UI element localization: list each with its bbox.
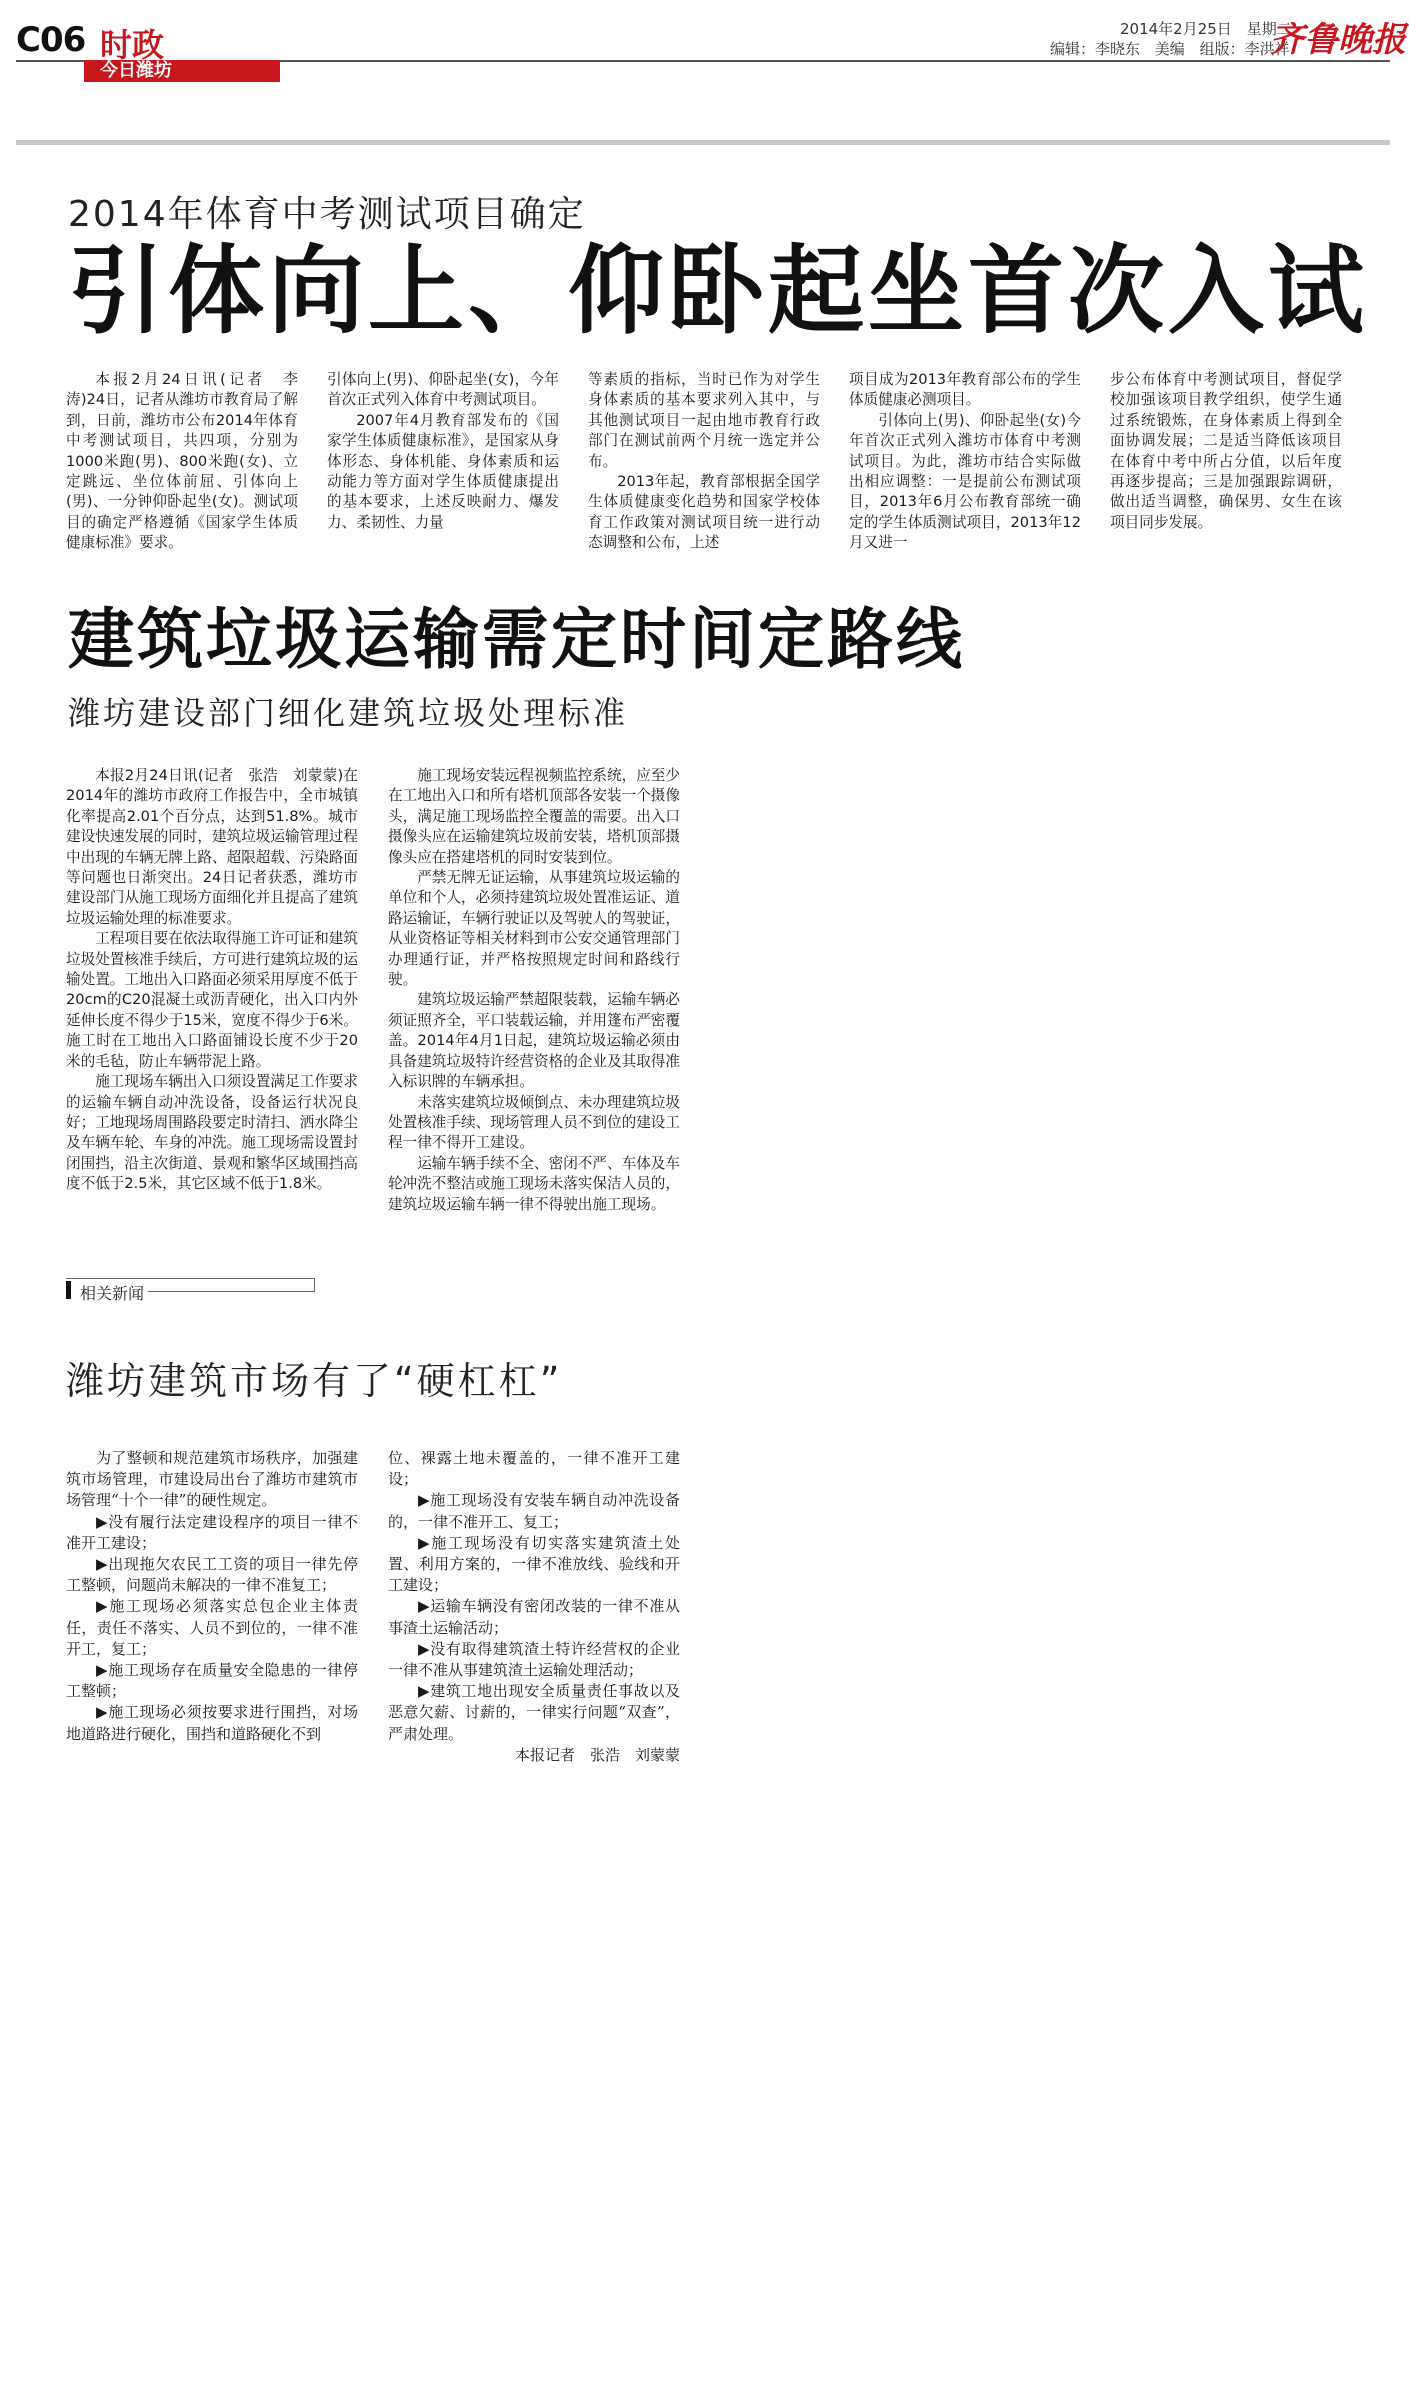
paragraph: 施工现场安装远程视频监控系统，应至少在工地出入口和所有塔机顶部各安装一个摄像头，满足施工现场监控全覆盖的需要。出入口摄像头应在运输建筑垃圾前安装，塔机顶部摄像头应在搭建塔机的同时安装到位。 [388,767,680,866]
list-item: ▶施工现场必须按要求进行围挡，对场地道路进行硬化，围挡和道路硬化不到 [66,1703,358,1743]
article3-column-1 [66,1448,358,1745]
paragraph: 引体向上(男)、仰卧起坐(女)，今年首次正式列入体育中考测试项目。 [327,371,559,409]
paragraph: 等素质的指标，当时已作为对学生身体素质的基本要求列入其中，与其他测试项目一起由地市教育行政部门在测试前两个月统一选定并公布。 [588,371,820,470]
paragraph: 引体向上(男)、仰卧起坐(女)今年首次正式列入潍坊市体育中考测试项目。为此，潍坊市结合实际做出相应调整：一是提前公布测试项目，2013年6月公布教育部统一确定的学生体质测试项目，2013年12月又进一 [849,411,1081,552]
related-news-label: 相关新闻 [66,1281,148,1304]
paragraph: 2007年4月教育部发布的《国家学生体质健康标准》，是国家从身体形态、身体机能、身体素质和运动能力等方面对学生体质健康提出的基本要求，上述反映耐力、爆发力、柔韧性、力量 [327,411,559,531]
paragraph: 施工现场车辆出入口须设置满足工作要求的运输车辆自动冲洗设备，设备运行状况良好；工地现场周围路段要定时清扫、洒水降尘及车辆车轮、车身的冲洗。施工现场需设置封闭围挡，沿主次街道、景观和繁华区域围挡高度不低于2.5米，其它区域不低于1.8米。 [66,1073,358,1193]
paragraph: 严禁无牌无证运输，从事建筑垃圾运输的单位和个人，必须持建筑垃圾处置准运证、道路运输证，车辆行驶证以及驾驶人的驾驶证，从业资格证等相关材料到市公安交通管理部门办理通行证，并严格按照规定时间和路线行驶。 [388,869,680,989]
paragraph: 运输车辆手续不全、密闭不严、车体及车轮冲洗不整洁或施工现场未落实保洁人员的，建筑垃圾运输车辆一律不得驶出施工现场。 [388,1154,680,1213]
paragraph: 建筑垃圾运输严禁超限装载，运输车辆必须证照齐全，平口装载运输，并用篷布严密覆盖。2014年4月1日起，建筑垃圾运输必须由具备建筑垃圾特许经营资格的企业及其取得准入标识牌的车辆承担。 [388,991,680,1091]
list-item: ▶施工现场存在质量安全隐患的一律停工整顿； [66,1661,358,1701]
paragraph: 本报2月24日讯(记者 李涛)24日，记者从潍坊市教育局了解到，日前，潍坊市公布2014年体育中考测试项目，共四项，分别为1000米跑(男)、800米跑(女)、立定跳远、坐位体前屈、引体向上(男)、一分钟仰卧起坐(女)。测试项目的确定严格遵循《国家学生体质健康标准》要求。 [66,371,298,552]
paragraph: 项目成为2013年教育部公布的学生体质健康必测项目。 [849,371,1081,409]
paragraph: 未落实建筑垃圾倾倒点、未办理建筑垃圾处置核准手续、现场管理人员不到位的建设工程一律不得开工建设。 [388,1093,680,1152]
article2-column-2 [388,766,680,1215]
article3-headline: 潍坊建筑市场有了“硬杠杠” [66,1359,563,1403]
article1-column-4 [849,370,1081,554]
list-item: ▶出现拖欠农民工工资的项目一律先停工整顿，问题尚未解决的一律不准复工； [66,1555,358,1595]
top-divider [16,140,1390,145]
paragraph: 2013年起，教育部根据全国学生体质健康变化趋势和国家学校体育工作政策对测试项目统一进行动态调整和公布，上述 [588,473,820,552]
art-editor: 美编 [1154,40,1185,58]
list-item: ▶建筑工地出现安全质量责任事故以及恶意欠薪、讨薪的，一律实行问题“双查”，严肃处理。 [388,1682,680,1743]
issue-date: 2014年2月25日 星期二 [1120,20,1292,38]
article2-headline: 建筑垃圾运输需定时间定路线 [68,601,965,678]
related-news-marker [66,1281,71,1299]
article2-subtitle: 潍坊建设部门细化建筑垃圾处理标准 [68,694,629,732]
list-item: ▶运输车辆没有密闭改装的一律不准从事渣土运输活动； [388,1597,680,1637]
article1-headline: 引体向上、仰卧起坐首次入试 [68,235,1368,347]
layout-editor: 组版：李洪祥 [1199,40,1290,58]
list-item: ▶没有取得建筑渣土特许经营权的企业一律不准从事建筑渣土运输处理活动； [388,1639,680,1680]
paragraph: 位、裸露土地未覆盖的，一律不准开工建设； [388,1449,680,1489]
editor: 编辑：李晓东 [1050,40,1141,58]
list-item: ▶施工现场没有切实落实建筑渣土处置、利用方案的，一律不准放线、验线和开工建设； [388,1533,680,1595]
paragraph: 本报2月24日讯(记者 张浩 刘蒙蒙)在2014年的潍坊市政府工作报告中，全市城镇化率提高2.01个百分点，达到51.8%。城市建设快速发展的同时，建筑垃圾运输管理过程中出现的车辆无牌上路、超限超载、污染路面等问题也日渐突出。24日记者获悉，潍坊市建设部门从施工现场方面细化并且提高了建筑垃圾运输处理的标准要求。 [66,767,358,927]
article1-kicker: 2014年体育中考测试项目确定 [68,194,586,235]
page-number: C06 [16,20,86,60]
editor-credits [1050,38,1300,59]
list-item: ▶没有履行法定建设程序的项目一律不准开工建设； [66,1512,358,1552]
article3-column-2 [388,1448,680,1766]
paragraph: 工程项目要在依法取得施工许可证和建筑垃圾处置核准手续后，方可进行建筑垃圾的运输处置。工地出入口路面必须采用厚度不低于20cm的C20混凝土或沥青硬化，出入口内外延伸长度不得少于15米，宽度不得少于6米。施工时在工地出入口路面铺设长度不少于20米的毛毡，防止车辆带泥上路。 [66,930,358,1070]
article1-column-1 [66,370,298,554]
byline: 本报记者 张浩 刘蒙蒙 [514,1745,680,1764]
paragraph: 为了整顿和规范建筑市场秩序，加强建筑市场管理，市建设局出台了潍坊市建筑市场管理“十个一律”的硬性规定。 [66,1449,358,1510]
list-item: ▶施工现场没有安装车辆自动冲洗设备的，一律不准开工、复工； [388,1491,680,1531]
subsection-title: 今日潍坊 [100,60,172,81]
section-title: 时政 [100,26,165,64]
article1-column-5 [1110,370,1342,533]
newspaper-logo: 齐鲁晚报 [1270,20,1406,60]
article1-column-2 [327,370,559,533]
list-item: ▶施工现场必须落实总包企业主体责任，责任不落实、人员不到位的，一律不准开工，复工； [66,1597,358,1658]
article2-column-1 [66,766,358,1195]
paragraph: 步公布体育中考测试项目，督促学校加强该项目教学组织，使学生通过系统锻炼，在身体素质上得到全面协调发展；二是适当降低该项目在体育中考中所占分值，以后年度再逐步提高；三是加强跟踪调研，做出适当调整，确保男、女生在该项目同步发展。 [1110,371,1342,531]
article1-column-3 [588,370,820,554]
